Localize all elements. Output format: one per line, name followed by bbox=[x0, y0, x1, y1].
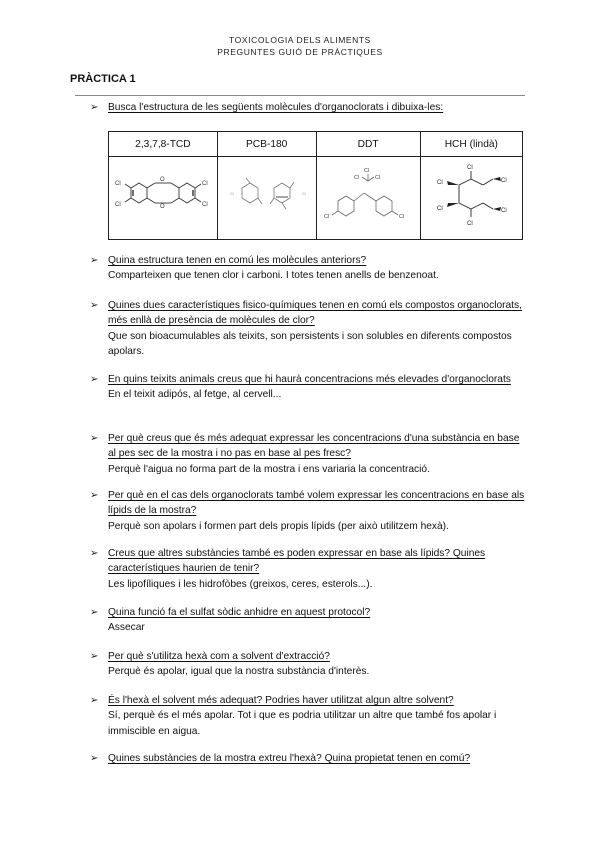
table-header-row bbox=[109, 132, 523, 157]
tcdd-structure-icon bbox=[111, 166, 215, 226]
question-text: En quins teixits animals creus que hi haurà concentracions més elevades d'organoclorats bbox=[108, 374, 511, 385]
question-item bbox=[90, 298, 530, 360]
section-title: PRÀCTICA 1 bbox=[70, 73, 136, 85]
answer-text: Que son bioacumulables als teixits, son persistents i son solubles en diferents compostos apolars. bbox=[108, 330, 512, 358]
answer-text: Perquè son apolars i formen part dels propis lípids (per això utilitzem hexà). bbox=[108, 520, 449, 532]
arrow-bullet-icon: ➢ bbox=[90, 490, 99, 501]
question-item bbox=[90, 100, 530, 115]
hch-structure-cell bbox=[420, 157, 522, 240]
question-text: Per què creus que és més adequat expressar les concentracions d'una substància en base al pes sec de la mostra i no pas en base al pes fresc? bbox=[108, 433, 520, 460]
answer-text: En el teixit adipós, al fetge, al cervell... bbox=[108, 389, 282, 401]
question-item bbox=[90, 253, 530, 284]
svg-text:O: O bbox=[159, 203, 165, 210]
answer-text: Perquè és apolar, igual que la nostra substància d'interès. bbox=[108, 666, 370, 678]
svg-text:Cl: Cl bbox=[437, 179, 443, 186]
svg-text:Cl: Cl bbox=[324, 213, 330, 220]
svg-text:O: O bbox=[159, 176, 165, 183]
arrow-bullet-icon: ➢ bbox=[90, 102, 99, 113]
question-item bbox=[90, 431, 530, 477]
question-item bbox=[90, 751, 530, 766]
svg-text:Cl: Cl bbox=[229, 190, 234, 196]
question-text: Busca l'estructura de les següents molècules d'organoclorats i dibuixa-les: bbox=[108, 102, 444, 113]
arrow-bullet-icon: ➢ bbox=[90, 753, 99, 764]
ddt-structure-cell bbox=[316, 157, 420, 240]
arrow-bullet-icon: ➢ bbox=[90, 695, 99, 706]
question-item bbox=[90, 372, 530, 403]
question-text: És l'hexà el solvent més adequat? Podries haver utilitzat algun altre solvent? bbox=[108, 695, 454, 706]
svg-text:Cl: Cl bbox=[501, 177, 507, 184]
table-header-cell: 2,3,7,8-TCD bbox=[109, 132, 218, 157]
question-item bbox=[90, 605, 530, 636]
svg-text:Cl: Cl bbox=[354, 174, 360, 181]
table-row bbox=[109, 157, 523, 240]
svg-text:Cl: Cl bbox=[201, 180, 208, 187]
question-item bbox=[90, 649, 530, 680]
svg-text:Cl: Cl bbox=[375, 174, 381, 181]
course-title: TOXICOLOGIA DELS ALIMENTS bbox=[229, 35, 371, 45]
hch-structure-icon bbox=[423, 159, 519, 233]
svg-text:Cl: Cl bbox=[501, 207, 507, 214]
arrow-bullet-icon: ➢ bbox=[90, 651, 99, 662]
question-text: Creus que altres substàncies també es poden expressar en base als lípids? Quines característiques haurien de tenir? bbox=[108, 548, 486, 575]
molecule-table bbox=[108, 131, 523, 240]
svg-text:Cl: Cl bbox=[364, 167, 370, 174]
svg-text:Cl: Cl bbox=[467, 164, 473, 171]
arrow-bullet-icon: ➢ bbox=[90, 300, 99, 311]
arrow-bullet-icon: ➢ bbox=[90, 433, 99, 444]
horizontal-divider bbox=[75, 95, 525, 96]
tcdd-structure-cell bbox=[109, 157, 218, 240]
ddt-structure-icon bbox=[318, 163, 418, 229]
table-header-cell: PCB-180 bbox=[217, 132, 316, 157]
answer-text: Sí, perquè és el més apolar. Tot i que es podria utilitzar un altre que també fos apolar i immiscible en aigua. bbox=[108, 710, 497, 737]
table-header-cell: DDT bbox=[316, 132, 420, 157]
question-text: Quina funció fa el sulfat sòdic anhidre en aquest protocol? bbox=[108, 607, 371, 618]
question-item bbox=[90, 546, 530, 592]
answer-text: Assecar bbox=[108, 622, 145, 634]
svg-text:Cl: Cl bbox=[399, 213, 405, 220]
svg-text:Cl: Cl bbox=[437, 205, 443, 212]
svg-text:Cl: Cl bbox=[301, 190, 306, 196]
arrow-bullet-icon: ➢ bbox=[90, 255, 99, 266]
question-text: Quina estructura tenen en comú les molècules anteriors? bbox=[108, 255, 367, 266]
table-header-cell: HCH (lindà) bbox=[420, 132, 522, 157]
svg-text:Cl: Cl bbox=[467, 220, 473, 227]
question-text: Quines dues característiques fisico-químiques tenen en comú els compostos organoclorats, més enllà de presència de molècules de clor? bbox=[108, 300, 522, 327]
question-item bbox=[90, 693, 530, 739]
question-item bbox=[90, 488, 530, 534]
answer-text: Perquè l'aigua no forma part de la mostra i ens variaria la concentració. bbox=[108, 463, 430, 475]
svg-text:Cl: Cl bbox=[114, 201, 121, 208]
question-text: Quines substàncies de la mostra extreu l'hexà? Quina propietat tenen en comú? bbox=[108, 753, 471, 764]
question-text: Per què en el cas dels organoclorats també volem expressar les concentracions en base als lípids de la mostra? bbox=[108, 490, 525, 517]
question-text: Per què s'utilitza hexà com a solvent d'extracció? bbox=[108, 651, 330, 662]
document-header bbox=[0, 34, 600, 58]
answer-text: Comparteixen que tenen clor i carboni. I totes tenen anells de benzenoat. bbox=[108, 270, 439, 282]
arrow-bullet-icon: ➢ bbox=[90, 548, 99, 559]
document-subtitle: PREGUNTES GUIÓ DE PRÀCTIQUES bbox=[217, 47, 383, 57]
pcb180-structure-icon bbox=[220, 166, 314, 226]
arrow-bullet-icon: ➢ bbox=[90, 374, 99, 385]
svg-text:Cl: Cl bbox=[114, 180, 121, 187]
pcb180-structure-cell bbox=[217, 157, 316, 240]
arrow-bullet-icon: ➢ bbox=[90, 607, 99, 618]
answer-text: Les lipofíliques i les hidrofòbes (greixos, ceres, esterols...). bbox=[108, 578, 373, 590]
svg-text:Cl: Cl bbox=[201, 201, 208, 208]
